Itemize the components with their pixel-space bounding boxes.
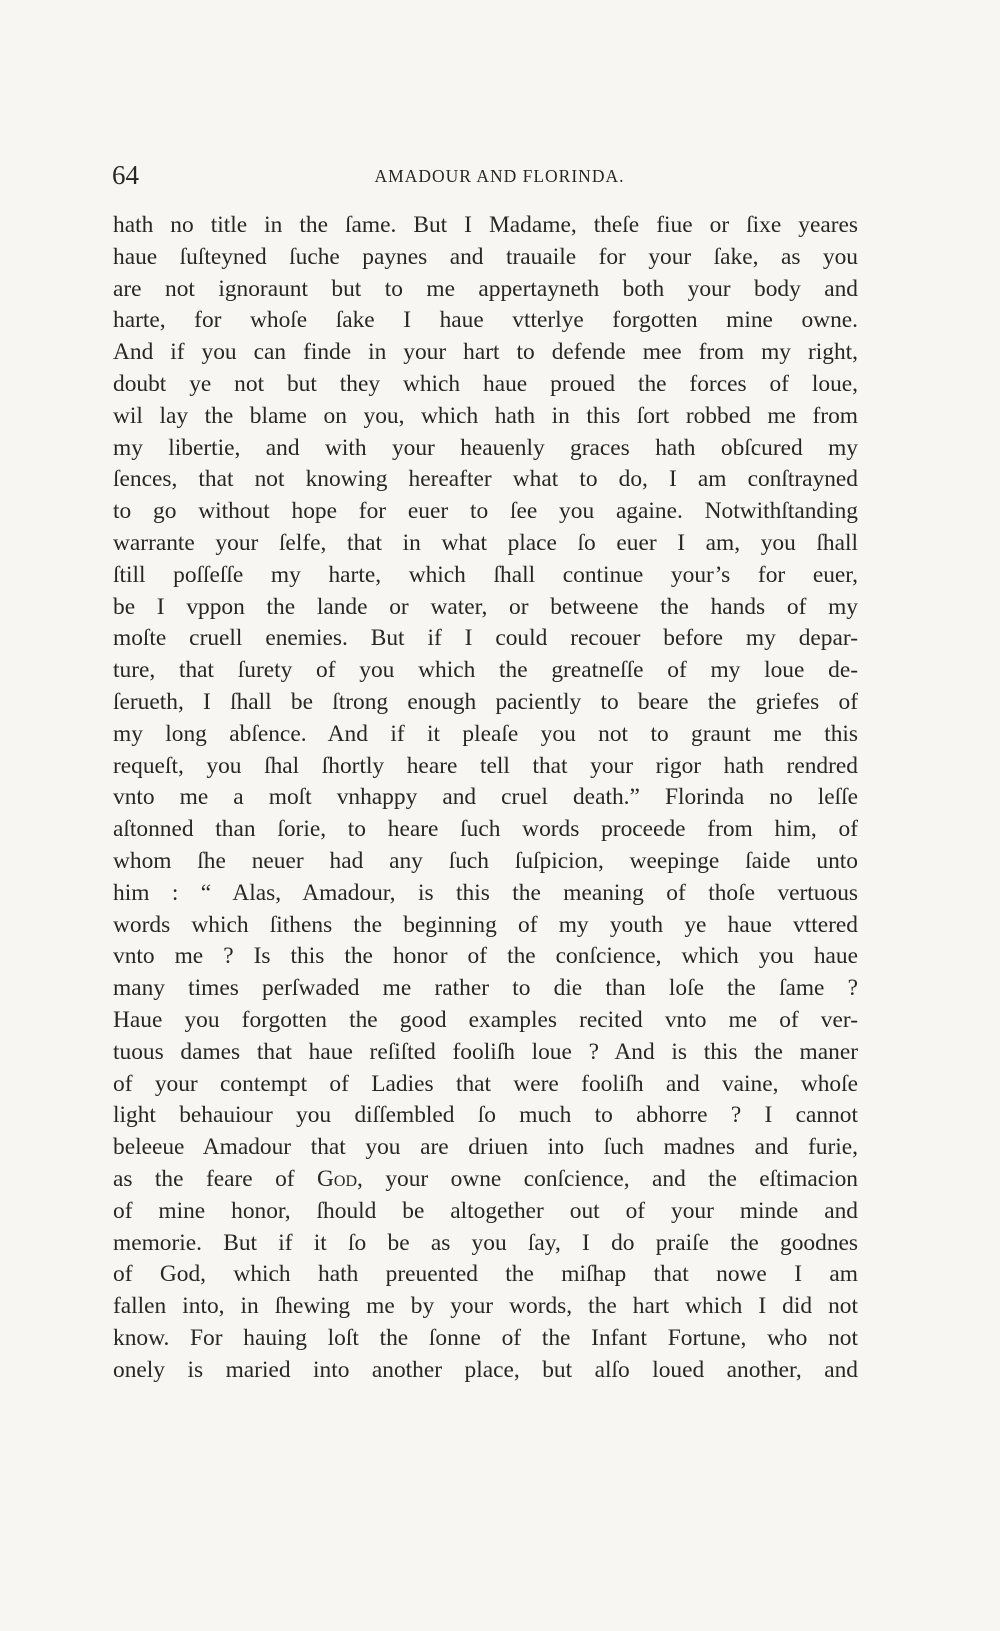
- text-line: haue ſuſteyned ſuche paynes and trauaile for your ſake, as you: [113, 243, 858, 270]
- text-line: know. For hauing loſt the ſonne of the Infant Fortune, who not: [113, 1324, 858, 1351]
- text-line: fallen into, in ſhewing me by your words, the hart which I did not: [113, 1293, 858, 1320]
- text-line: aſtonned than ſorie, to heare ſuch words proceede from him, of: [113, 816, 858, 843]
- text-line: are not ignoraunt but to me appertayneth both your body and: [113, 275, 858, 302]
- text-line: ture, that ſurety of you which the greatneſſe of my loue de-: [113, 657, 858, 684]
- text-line: doubt ye not but they which haue proued the forces of loue,: [113, 370, 858, 397]
- text-line: light behauiour you diſſembled ſo much to abhorre ? I cannot: [113, 1102, 858, 1129]
- text-line: ſtill poſſeſſe my harte, which ſhall continue your’s for euer,: [113, 561, 858, 588]
- text-line: of your contempt of Ladies that were fooliſh and vaine, whoſe: [113, 1070, 858, 1097]
- text-line: to go without hope for euer to ſee you againe. Notwithſtanding: [113, 498, 858, 525]
- text-line: be I vppon the lande or water, or betweene the hands of my: [113, 593, 858, 620]
- text-line: many times perſwaded me rather to die than loſe the ſame ?: [113, 975, 858, 1002]
- text-line: words which ſithens the beginning of my youth ye haue vttered: [113, 911, 858, 938]
- text-line: my libertie, and with your heauenly graces hath obſcured my: [113, 434, 858, 461]
- text-line: ſerueth, I ſhall be ſtrong enough paciently to beare the griefes of: [113, 688, 858, 715]
- text-line: ſences, that not knowing hereafter what to do, I am conſtrayned: [113, 466, 858, 493]
- text-segment: as the feare of: [113, 1165, 318, 1192]
- text-line: tuous dames that haue reſiſted fooliſh loue ? And is this the maner: [113, 1038, 858, 1065]
- text-line: vnto me ? Is this the honor of the conſcience, which you haue: [113, 943, 858, 970]
- text-line: memorie. But if it ſo be as you ſay, I do praiſe the goodnes: [113, 1229, 858, 1256]
- text-line: beleeue Amadour that you are driuen into ſuch madnes and furie,: [113, 1134, 858, 1161]
- text-line: moſte cruell enemies. But if I could recouer before my depar-: [113, 625, 858, 652]
- text-line: my long abſence. And if it pleaſe you not to graunt me this: [113, 720, 858, 747]
- text-line: Haue you forgotten the good examples recited vnto me of ver-: [113, 1006, 858, 1033]
- text-line: warrante your ſelfe, that in what place ſo euer I am, you ſhall: [113, 529, 858, 556]
- text-line: of mine honor, ſhould be altogether out of your minde and: [113, 1197, 858, 1224]
- text-segment: , your owne conſcience, and the eſtimacion: [357, 1165, 858, 1192]
- running-title: AMADOUR AND FLORINDA.: [374, 166, 625, 186]
- text-line: vnto me a moſt vnhappy and cruel death.” Florinda no leſſe: [113, 784, 858, 811]
- divine-name: God: [317, 1165, 358, 1192]
- text-line: hath no title in the ſame. But I Madame, theſe fiue or ſixe yeares: [113, 212, 858, 238]
- text-line: requeſt, you ſhal ſhortly heare tell that your rigor hath rendred: [113, 752, 858, 779]
- text-line-god: [113, 1164, 858, 1196]
- body-text: [113, 210, 858, 1386]
- text-line: harte, for whoſe ſake I haue vtterlye forgotten mine owne.: [113, 307, 858, 334]
- text-line: him : “ Alas, Amadour, is this the meaning of thoſe vertuous: [113, 879, 858, 906]
- text-line: whom ſhe neuer had any ſuch ſuſpicion, weepinge ſaide unto: [113, 847, 858, 874]
- text-line: And if you can finde in your hart to defende mee from my right,: [113, 339, 858, 366]
- text-line: wil lay the blame on you, which hath in this ſort robbed me from: [113, 402, 858, 429]
- text-line: of God, which hath preuented the miſhap that nowe I am: [113, 1261, 858, 1288]
- running-head: [112, 155, 857, 195]
- page-number: 64: [112, 160, 139, 190]
- text-line: onely is maried into another place, but alſo loued another, and: [113, 1356, 858, 1383]
